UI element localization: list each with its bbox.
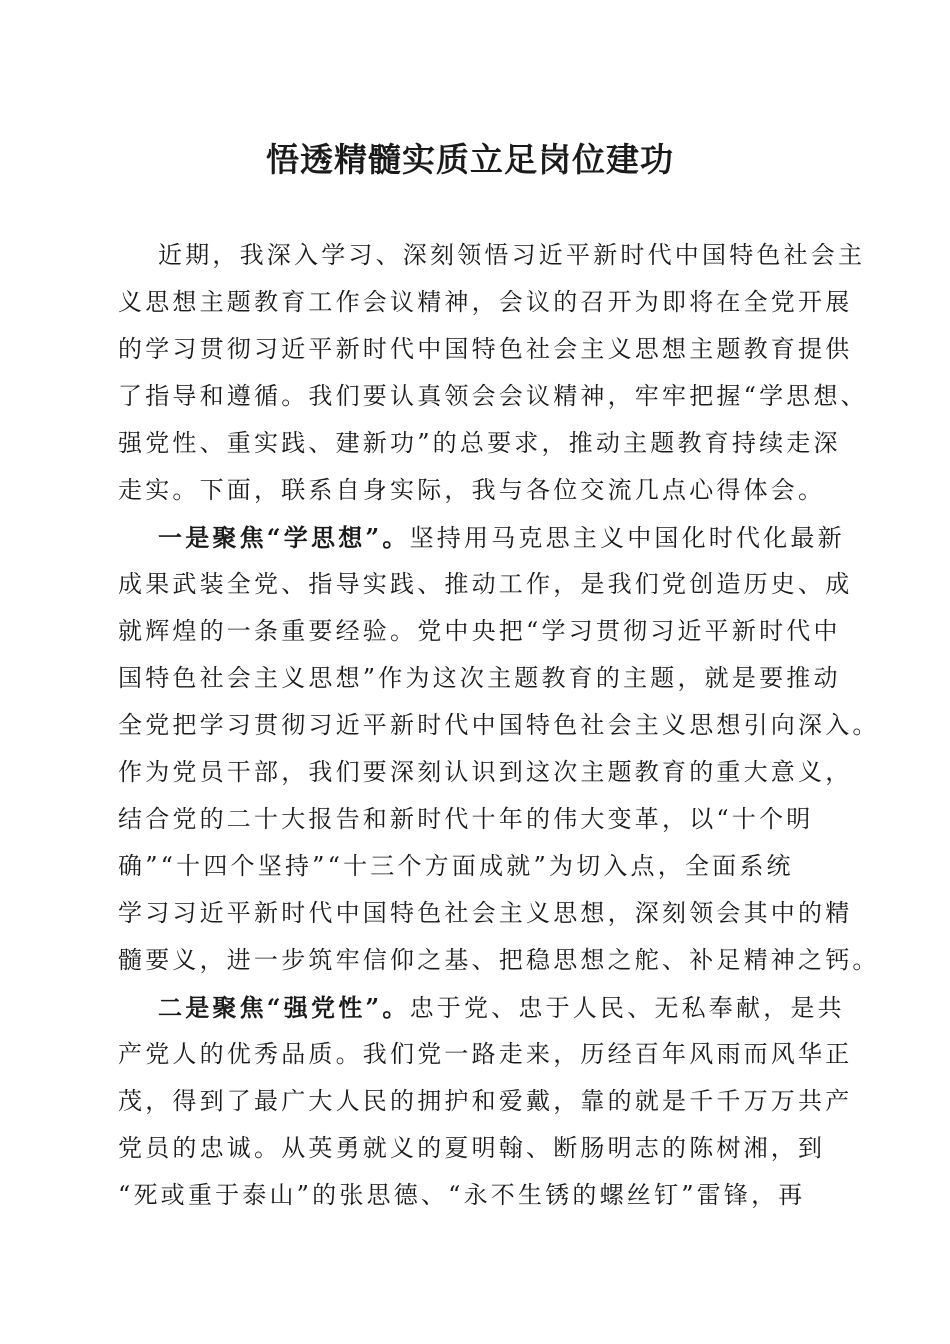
text-line: 了指导和遵循。我们要认真领会会议精神，牢牢把握“学思想、 (118, 382, 868, 410)
text-line-first (118, 514, 845, 561)
text-line: 学习习近平新时代中国特色社会主义思想，深刻领会其中的精 (118, 899, 853, 927)
text-line: “死或重于泰山”的张思德、“永不生锈的螺丝钉”雷锋，再 (118, 1181, 806, 1209)
text-line-first (118, 984, 845, 1031)
text-line: 全党把学习贯彻习近平新时代中国特色社会主义思想引向深入。 (118, 711, 880, 739)
document-title: 悟透精髓实质立足岗位建功 (266, 140, 674, 179)
text-run: 忠于党、忠于人民、无私奉献，是共 (409, 994, 845, 1022)
text-line: 产党人的优秀品质。我们党一路走来，历经百年风雨而风华正 (118, 1040, 853, 1068)
text-line: 强党性、重实践、建新功”的总要求，推动主题教育持续走深 (118, 429, 841, 457)
text-line: 茂，得到了最广大人民的拥护和爱戴，靠的就是千千万万共产 (118, 1087, 853, 1115)
text-line: 党员的忠诚。从英勇就义的夏明翰、断肠明志的陈树湘，到 (118, 1134, 826, 1162)
paragraph-heading: 一是聚焦“学思想”。 (158, 523, 410, 552)
paragraph-study-thought (118, 514, 880, 984)
paragraph-intro (118, 232, 868, 514)
text-line: 髓要义，进一步筑牢信仰之基、把稳思想之舵、补足精神之钙。 (118, 946, 880, 974)
paragraph-party-spirit (118, 984, 853, 1219)
text-line: 国特色社会主义思想”作为这次主题教育的主题，就是要推动 (118, 664, 841, 692)
text-line: 作为党员干部，我们要深刻认识到这次主题教育的重大意义， (118, 758, 853, 786)
text-line: 确”“十四个坚持”“十三个方面成就”为切入点，全面系统 (118, 852, 794, 880)
document-body (118, 232, 880, 1219)
paragraph-heading: 二是聚焦“强党性”。 (158, 993, 410, 1022)
text-line: 成果武装全党、指导实践、推动工作，是我们党创造历史、成 (118, 570, 853, 598)
text-line: 走实。下面，联系自身实际，我与各位交流几点心得体会。 (118, 476, 826, 504)
text-run: 坚持用马克思主义中国化时代化最新 (409, 524, 845, 552)
text-line: 就辉煌的一条重要经验。党中央把“学习贯彻习近平新时代中 (118, 617, 841, 645)
text-line: 结合党的二十大报告和新时代十年的伟大变革，以“十个明 (118, 805, 814, 833)
text-line: 义思想主题教育工作会议精神，会议的召开为即将在全党开展 (118, 288, 853, 316)
text-line: 近期，我深入学习、深刻领悟习近平新时代中国特色社会主 (158, 241, 866, 269)
text-line: 的学习贯彻习近平新时代中国特色社会主义思想主题教育提供 (118, 335, 853, 363)
